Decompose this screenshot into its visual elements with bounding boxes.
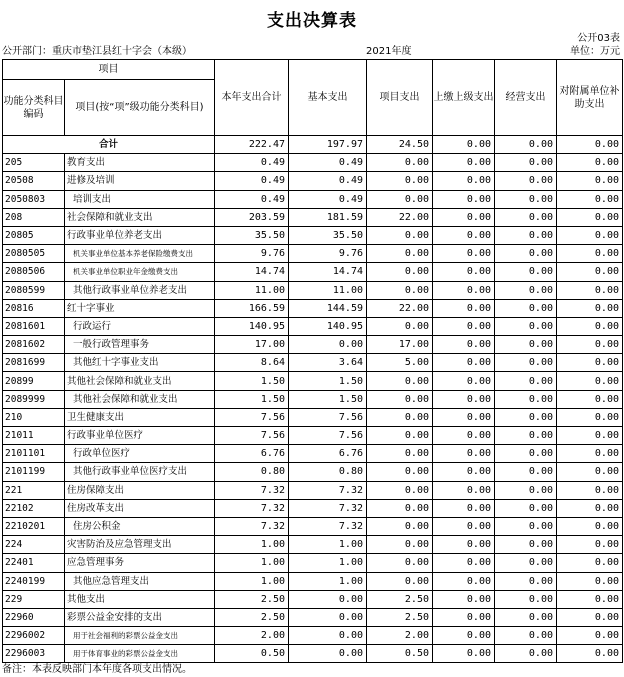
total-cell: 17.00 bbox=[215, 336, 289, 354]
code-cell: 229 bbox=[3, 590, 65, 608]
basic-cell: 7.32 bbox=[289, 499, 367, 517]
table-row bbox=[3, 645, 623, 663]
basic-cell: 144.59 bbox=[289, 299, 367, 317]
business-cell: 0.00 bbox=[495, 463, 557, 481]
business-cell: 0.00 bbox=[495, 372, 557, 390]
table-row bbox=[3, 354, 623, 372]
project-cell: 0.00 bbox=[367, 481, 433, 499]
upper-cell: 0.00 bbox=[433, 427, 495, 445]
header-upper: 上缴上级支出 bbox=[433, 60, 495, 136]
project-cell: 5.00 bbox=[367, 354, 433, 372]
code-cell: 2296002 bbox=[3, 627, 65, 645]
upper-cell: 0.00 bbox=[433, 245, 495, 263]
table-row bbox=[3, 336, 623, 354]
name-cell: 行政运行 bbox=[65, 317, 215, 335]
subsidy-cell: 0.00 bbox=[557, 645, 623, 663]
table-row bbox=[3, 281, 623, 299]
upper-cell: 0.00 bbox=[433, 463, 495, 481]
subsidy-cell: 0.00 bbox=[557, 445, 623, 463]
name-cell: 行政单位医疗 bbox=[65, 445, 215, 463]
project-cell: 0.00 bbox=[367, 517, 433, 535]
total-cell: 7.56 bbox=[215, 427, 289, 445]
basic-cell: 140.95 bbox=[289, 317, 367, 335]
subsidy-cell: 0.00 bbox=[557, 317, 623, 335]
project-cell: 0.00 bbox=[367, 572, 433, 590]
business-cell: 0.00 bbox=[495, 190, 557, 208]
upper-cell: 0.00 bbox=[433, 281, 495, 299]
subsidy-cell: 0.00 bbox=[557, 427, 623, 445]
upper-cell: 0.00 bbox=[433, 136, 495, 154]
code-cell: 2101199 bbox=[3, 463, 65, 481]
code-cell: 2240199 bbox=[3, 572, 65, 590]
upper-cell: 0.00 bbox=[433, 154, 495, 172]
upper-cell: 0.00 bbox=[433, 408, 495, 426]
code-cell: 2081699 bbox=[3, 354, 65, 372]
basic-cell: 0.00 bbox=[289, 608, 367, 626]
project-cell: 0.00 bbox=[367, 372, 433, 390]
upper-cell: 0.00 bbox=[433, 572, 495, 590]
subsidy-cell: 0.00 bbox=[557, 154, 623, 172]
business-cell: 0.00 bbox=[495, 536, 557, 554]
table-row bbox=[3, 554, 623, 572]
total-cell: 11.00 bbox=[215, 281, 289, 299]
subsidy-cell: 0.00 bbox=[557, 281, 623, 299]
table-row bbox=[3, 372, 623, 390]
table-row bbox=[3, 608, 623, 626]
name-cell: 其他行政事业单位养老支出 bbox=[65, 281, 215, 299]
total-cell: 0.49 bbox=[215, 172, 289, 190]
total-cell: 1.00 bbox=[215, 572, 289, 590]
table-number: 公开03表 bbox=[577, 33, 620, 44]
project-cell: 0.00 bbox=[367, 390, 433, 408]
project-cell: 22.00 bbox=[367, 208, 433, 226]
code-cell: 221 bbox=[3, 481, 65, 499]
name-cell: 其他支出 bbox=[65, 590, 215, 608]
unit-label: 单位：万元 bbox=[570, 46, 620, 57]
header-item: 项目 bbox=[3, 60, 215, 80]
subsidy-cell: 0.00 bbox=[557, 499, 623, 517]
name-cell: 红十字事业 bbox=[65, 299, 215, 317]
business-cell: 0.00 bbox=[495, 390, 557, 408]
name-cell: 机关事业单位职业年金缴费支出 bbox=[65, 263, 215, 281]
table-row bbox=[3, 627, 623, 645]
business-cell: 0.00 bbox=[495, 627, 557, 645]
basic-cell: 0.00 bbox=[289, 336, 367, 354]
business-cell: 0.00 bbox=[495, 299, 557, 317]
business-cell: 0.00 bbox=[495, 645, 557, 663]
upper-cell: 0.00 bbox=[433, 627, 495, 645]
project-cell: 0.00 bbox=[367, 536, 433, 554]
total-cell: 6.76 bbox=[215, 445, 289, 463]
subsidy-cell: 0.00 bbox=[557, 226, 623, 244]
total-cell: 35.50 bbox=[215, 226, 289, 244]
basic-cell: 1.50 bbox=[289, 372, 367, 390]
upper-cell: 0.00 bbox=[433, 299, 495, 317]
business-cell: 0.00 bbox=[495, 554, 557, 572]
table-row bbox=[3, 172, 623, 190]
subsidy-cell: 0.00 bbox=[557, 608, 623, 626]
upper-cell: 0.00 bbox=[433, 190, 495, 208]
total-cell: 9.76 bbox=[215, 245, 289, 263]
header-code: 功能分类科目编码 bbox=[3, 80, 65, 136]
total-cell: 1.50 bbox=[215, 372, 289, 390]
basic-cell: 6.76 bbox=[289, 445, 367, 463]
code-cell: 2080505 bbox=[3, 245, 65, 263]
total-cell: 0.49 bbox=[215, 190, 289, 208]
table-row bbox=[3, 299, 623, 317]
table-row bbox=[3, 245, 623, 263]
code-cell: 224 bbox=[3, 536, 65, 554]
name-cell: 其他应急管理支出 bbox=[65, 572, 215, 590]
subsidy-cell: 0.00 bbox=[557, 408, 623, 426]
name-cell: 行政事业单位医疗 bbox=[65, 427, 215, 445]
code-cell: 2081602 bbox=[3, 336, 65, 354]
business-cell: 0.00 bbox=[495, 317, 557, 335]
subsidy-cell: 0.00 bbox=[557, 208, 623, 226]
upper-cell: 0.00 bbox=[433, 499, 495, 517]
business-cell: 0.00 bbox=[495, 208, 557, 226]
code-cell: 20899 bbox=[3, 372, 65, 390]
project-cell: 0.00 bbox=[367, 427, 433, 445]
header-project: 项目支出 bbox=[367, 60, 433, 136]
basic-cell: 7.32 bbox=[289, 517, 367, 535]
business-cell: 0.00 bbox=[495, 226, 557, 244]
subsidy-cell: 0.00 bbox=[557, 136, 623, 154]
project-cell: 0.00 bbox=[367, 226, 433, 244]
name-cell: 用于体育事业的彩票公益金支出 bbox=[65, 645, 215, 663]
project-cell: 0.00 bbox=[367, 408, 433, 426]
project-cell: 2.00 bbox=[367, 627, 433, 645]
total-cell: 0.49 bbox=[215, 154, 289, 172]
table-row bbox=[3, 590, 623, 608]
upper-cell: 0.00 bbox=[433, 554, 495, 572]
project-cell: 0.00 bbox=[367, 317, 433, 335]
basic-cell: 0.80 bbox=[289, 463, 367, 481]
basic-cell: 0.00 bbox=[289, 590, 367, 608]
code-cell: 20508 bbox=[3, 172, 65, 190]
business-cell: 0.00 bbox=[495, 136, 557, 154]
project-cell: 0.00 bbox=[367, 554, 433, 572]
total-cell: 7.56 bbox=[215, 408, 289, 426]
table-row bbox=[3, 445, 623, 463]
upper-cell: 0.00 bbox=[433, 481, 495, 499]
subsidy-cell: 0.00 bbox=[557, 299, 623, 317]
table-row bbox=[3, 226, 623, 244]
name-cell: 彩票公益金安排的支出 bbox=[65, 608, 215, 626]
total-row bbox=[3, 136, 623, 154]
total-cell: 2.00 bbox=[215, 627, 289, 645]
upper-cell: 0.00 bbox=[433, 263, 495, 281]
upper-cell: 0.00 bbox=[433, 608, 495, 626]
code-cell: 2080599 bbox=[3, 281, 65, 299]
name-cell: 教育支出 bbox=[65, 154, 215, 172]
name-cell: 应急管理事务 bbox=[65, 554, 215, 572]
total-cell: 0.50 bbox=[215, 645, 289, 663]
code-cell: 20816 bbox=[3, 299, 65, 317]
upper-cell: 0.00 bbox=[433, 172, 495, 190]
business-cell: 0.00 bbox=[495, 608, 557, 626]
upper-cell: 0.00 bbox=[433, 536, 495, 554]
name-cell: 用于社会福利的彩票公益金支出 bbox=[65, 627, 215, 645]
total-cell: 2.50 bbox=[215, 590, 289, 608]
table-row bbox=[3, 499, 623, 517]
business-cell: 0.00 bbox=[495, 499, 557, 517]
name-cell: 其他红十字事业支出 bbox=[65, 354, 215, 372]
project-cell: 0.50 bbox=[367, 645, 433, 663]
project-cell: 0.00 bbox=[367, 499, 433, 517]
header-business: 经营支出 bbox=[495, 60, 557, 136]
business-cell: 0.00 bbox=[495, 427, 557, 445]
name-cell: 住房公积金 bbox=[65, 517, 215, 535]
project-cell: 0.00 bbox=[367, 154, 433, 172]
project-cell: 2.50 bbox=[367, 590, 433, 608]
name-cell: 行政事业单位养老支出 bbox=[65, 226, 215, 244]
subsidy-cell: 0.00 bbox=[557, 390, 623, 408]
basic-cell: 14.74 bbox=[289, 263, 367, 281]
subsidy-cell: 0.00 bbox=[557, 372, 623, 390]
upper-cell: 0.00 bbox=[433, 372, 495, 390]
project-cell: 2.50 bbox=[367, 608, 433, 626]
name-cell: 卫生健康支出 bbox=[65, 408, 215, 426]
subsidy-cell: 0.00 bbox=[557, 354, 623, 372]
name-cell: 住房改革支出 bbox=[65, 499, 215, 517]
total-cell: 7.32 bbox=[215, 481, 289, 499]
business-cell: 0.00 bbox=[495, 517, 557, 535]
code-cell: 2089999 bbox=[3, 390, 65, 408]
header-name: 项目(按“项”级功能分类科目) bbox=[65, 80, 215, 136]
total-cell: 1.00 bbox=[215, 554, 289, 572]
basic-cell: 3.64 bbox=[289, 354, 367, 372]
table-row bbox=[3, 517, 623, 535]
project-cell: 0.00 bbox=[367, 281, 433, 299]
code-cell: 2210201 bbox=[3, 517, 65, 535]
project-cell: 24.50 bbox=[367, 136, 433, 154]
upper-cell: 0.00 bbox=[433, 354, 495, 372]
subsidy-cell: 0.00 bbox=[557, 263, 623, 281]
code-cell: 2101101 bbox=[3, 445, 65, 463]
upper-cell: 0.00 bbox=[433, 590, 495, 608]
basic-cell: 0.49 bbox=[289, 154, 367, 172]
expenditure-table bbox=[2, 59, 623, 663]
total-cell: 140.95 bbox=[215, 317, 289, 335]
upper-cell: 0.00 bbox=[433, 445, 495, 463]
code-cell: 208 bbox=[3, 208, 65, 226]
table-row bbox=[3, 463, 623, 481]
subsidy-cell: 0.00 bbox=[557, 481, 623, 499]
code-cell: 20805 bbox=[3, 226, 65, 244]
code-cell: 21011 bbox=[3, 427, 65, 445]
total-cell: 1.50 bbox=[215, 390, 289, 408]
basic-cell: 35.50 bbox=[289, 226, 367, 244]
basic-cell: 1.00 bbox=[289, 572, 367, 590]
project-cell: 22.00 bbox=[367, 299, 433, 317]
name-cell: 一般行政管理事务 bbox=[65, 336, 215, 354]
basic-cell: 7.56 bbox=[289, 427, 367, 445]
upper-cell: 0.00 bbox=[433, 336, 495, 354]
code-cell: 2080506 bbox=[3, 263, 65, 281]
project-cell: 17.00 bbox=[367, 336, 433, 354]
department-label: 公开部门：重庆市垫江县红十字会（本级） bbox=[2, 46, 192, 57]
basic-cell: 9.76 bbox=[289, 245, 367, 263]
basic-cell: 1.50 bbox=[289, 390, 367, 408]
subsidy-cell: 0.00 bbox=[557, 336, 623, 354]
name-cell: 其他社会保障和就业支出 bbox=[65, 390, 215, 408]
code-cell: 2050803 bbox=[3, 190, 65, 208]
total-cell: 166.59 bbox=[215, 299, 289, 317]
subsidy-cell: 0.00 bbox=[557, 536, 623, 554]
business-cell: 0.00 bbox=[495, 154, 557, 172]
table-row bbox=[3, 481, 623, 499]
subsidy-cell: 0.00 bbox=[557, 627, 623, 645]
table-row bbox=[3, 263, 623, 281]
header-total: 本年支出合计 bbox=[215, 60, 289, 136]
year-label: 2021年度 bbox=[366, 46, 412, 57]
code-cell: 210 bbox=[3, 408, 65, 426]
name-cell: 住房保障支出 bbox=[65, 481, 215, 499]
table-row bbox=[3, 427, 623, 445]
upper-cell: 0.00 bbox=[433, 208, 495, 226]
project-cell: 0.00 bbox=[367, 245, 433, 263]
name-cell: 进修及培训 bbox=[65, 172, 215, 190]
total-cell: 222.47 bbox=[215, 136, 289, 154]
business-cell: 0.00 bbox=[495, 481, 557, 499]
table-row bbox=[3, 317, 623, 335]
subsidy-cell: 0.00 bbox=[557, 572, 623, 590]
table-row bbox=[3, 408, 623, 426]
business-cell: 0.00 bbox=[495, 281, 557, 299]
subsidy-cell: 0.00 bbox=[557, 590, 623, 608]
upper-cell: 0.00 bbox=[433, 517, 495, 535]
name-cell: 社会保障和就业支出 bbox=[65, 208, 215, 226]
total-cell: 1.00 bbox=[215, 536, 289, 554]
total-cell: 7.32 bbox=[215, 499, 289, 517]
upper-cell: 0.00 bbox=[433, 226, 495, 244]
table-row bbox=[3, 154, 623, 172]
business-cell: 0.00 bbox=[495, 445, 557, 463]
business-cell: 0.00 bbox=[495, 572, 557, 590]
basic-cell: 0.49 bbox=[289, 172, 367, 190]
total-cell: 203.59 bbox=[215, 208, 289, 226]
basic-cell: 1.00 bbox=[289, 536, 367, 554]
project-cell: 0.00 bbox=[367, 263, 433, 281]
total-label: 合计 bbox=[3, 136, 215, 154]
business-cell: 0.00 bbox=[495, 354, 557, 372]
subsidy-cell: 0.00 bbox=[557, 517, 623, 535]
page-title: 支出决算表 bbox=[267, 11, 357, 31]
table-row bbox=[3, 536, 623, 554]
subsidy-cell: 0.00 bbox=[557, 172, 623, 190]
total-cell: 7.32 bbox=[215, 517, 289, 535]
business-cell: 0.00 bbox=[495, 408, 557, 426]
project-cell: 0.00 bbox=[367, 463, 433, 481]
name-cell: 其他社会保障和就业支出 bbox=[65, 372, 215, 390]
total-cell: 0.80 bbox=[215, 463, 289, 481]
code-cell: 2081601 bbox=[3, 317, 65, 335]
code-cell: 2296003 bbox=[3, 645, 65, 663]
subsidy-cell: 0.00 bbox=[557, 463, 623, 481]
table-row bbox=[3, 572, 623, 590]
basic-cell: 0.49 bbox=[289, 190, 367, 208]
table-row bbox=[3, 208, 623, 226]
business-cell: 0.00 bbox=[495, 263, 557, 281]
basic-cell: 1.00 bbox=[289, 554, 367, 572]
table-note: 备注：本表反映部门本年度各项支出情况。 bbox=[2, 664, 192, 675]
basic-cell: 197.97 bbox=[289, 136, 367, 154]
business-cell: 0.00 bbox=[495, 590, 557, 608]
name-cell: 机关事业单位基本养老保险缴费支出 bbox=[65, 245, 215, 263]
upper-cell: 0.00 bbox=[433, 317, 495, 335]
project-cell: 0.00 bbox=[367, 172, 433, 190]
basic-cell: 0.00 bbox=[289, 627, 367, 645]
basic-cell: 11.00 bbox=[289, 281, 367, 299]
business-cell: 0.00 bbox=[495, 172, 557, 190]
code-cell: 205 bbox=[3, 154, 65, 172]
basic-cell: 7.32 bbox=[289, 481, 367, 499]
business-cell: 0.00 bbox=[495, 336, 557, 354]
total-cell: 14.74 bbox=[215, 263, 289, 281]
code-cell: 22401 bbox=[3, 554, 65, 572]
basic-cell: 181.59 bbox=[289, 208, 367, 226]
table-row bbox=[3, 390, 623, 408]
project-cell: 0.00 bbox=[367, 190, 433, 208]
project-cell: 0.00 bbox=[367, 445, 433, 463]
header-subsidy: 对附属单位补助支出 bbox=[557, 60, 623, 136]
code-cell: 22960 bbox=[3, 608, 65, 626]
upper-cell: 0.00 bbox=[433, 645, 495, 663]
header-basic: 基本支出 bbox=[289, 60, 367, 136]
total-cell: 8.64 bbox=[215, 354, 289, 372]
name-cell: 其他行政事业单位医疗支出 bbox=[65, 463, 215, 481]
upper-cell: 0.00 bbox=[433, 390, 495, 408]
basic-cell: 7.56 bbox=[289, 408, 367, 426]
total-cell: 2.50 bbox=[215, 608, 289, 626]
name-cell: 培训支出 bbox=[65, 190, 215, 208]
business-cell: 0.00 bbox=[495, 245, 557, 263]
name-cell: 灾害防治及应急管理支出 bbox=[65, 536, 215, 554]
subsidy-cell: 0.00 bbox=[557, 245, 623, 263]
subsidy-cell: 0.00 bbox=[557, 190, 623, 208]
code-cell: 22102 bbox=[3, 499, 65, 517]
subsidy-cell: 0.00 bbox=[557, 554, 623, 572]
basic-cell: 0.00 bbox=[289, 645, 367, 663]
table-row bbox=[3, 190, 623, 208]
